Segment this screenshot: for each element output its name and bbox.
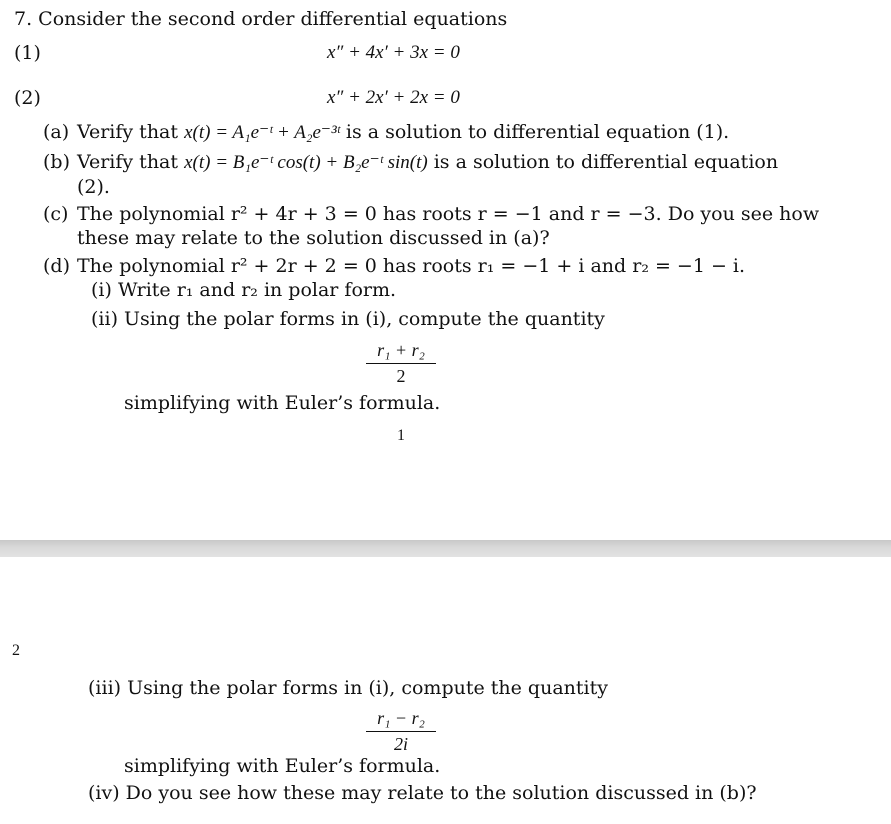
eq1-label: (1) xyxy=(14,42,41,64)
part-d-iv: (iv) Do you see how these may relate to the solution discussed in (b)? xyxy=(88,782,757,804)
part-d-ii-after: simplifying with Euler’s formula. xyxy=(124,392,441,414)
fraction-sum-numerator: r₁ + r₂ xyxy=(377,340,425,360)
fraction-difference-numerator: r₁ − r₂ xyxy=(377,708,425,728)
part-c-line1: The polynomial r² + 4r + 3 = 0 has roots r = −1 and r = −3. Do you see how xyxy=(77,203,820,225)
page-number-1: 1 xyxy=(397,427,405,444)
fraction-difference xyxy=(366,708,436,755)
equation-1: x″ + 4x′ + 3x = 0 xyxy=(327,42,460,63)
fraction-difference-denominator: 2i xyxy=(393,734,408,754)
page-separator xyxy=(0,540,891,557)
part-a-math: x(t) = A₁e⁻ᵗ + A₂e⁻³ᵗ xyxy=(184,122,340,143)
part-a-label: (a) xyxy=(43,121,70,143)
part-d-iii-after: simplifying with Euler’s formula. xyxy=(124,755,441,777)
problem-heading: 7. Consider the second order differential equations xyxy=(14,8,508,30)
part-b-text: Verify that x(t) = B₁e⁻ᵗ cos(t) + B₂e⁻ᵗ sin(t) is a solution to differential equation xyxy=(77,151,779,173)
part-c-line2: these may relate to the solution discussed in (a)? xyxy=(77,227,550,249)
part-d-i: (i) Write r₁ and r₂ in polar form. xyxy=(91,279,397,301)
part-c-label: (c) xyxy=(43,203,69,225)
part-a-text: Verify that x(t) = A₁e⁻ᵗ + A₂e⁻³ᵗ is a solution to differential equation (1). xyxy=(77,121,730,143)
fraction-sum-denominator: 2 xyxy=(396,366,406,386)
part-b-label: (b) xyxy=(43,151,70,173)
part-d-line1: The polynomial r² + 2r + 2 = 0 has roots r₁ = −1 + i and r₂ = −1 − i. xyxy=(77,255,746,277)
equation-2: x″ + 2x′ + 2x = 0 xyxy=(327,87,460,108)
part-d-iii: (iii) Using the polar forms in (i), compute the quantity xyxy=(88,677,608,699)
page-number-2: 2 xyxy=(12,642,20,659)
part-d-ii: (ii) Using the polar forms in (i), compute the quantity xyxy=(91,308,605,330)
part-b-line2: (2). xyxy=(77,176,110,198)
eq2-label: (2) xyxy=(14,87,41,109)
part-b-math: x(t) = B₁e⁻ᵗ cos(t) + B₂e⁻ᵗ sin(t) xyxy=(184,152,428,173)
part-d-label: (d) xyxy=(43,255,70,277)
page-2 xyxy=(0,557,891,824)
fraction-sum xyxy=(366,340,436,387)
